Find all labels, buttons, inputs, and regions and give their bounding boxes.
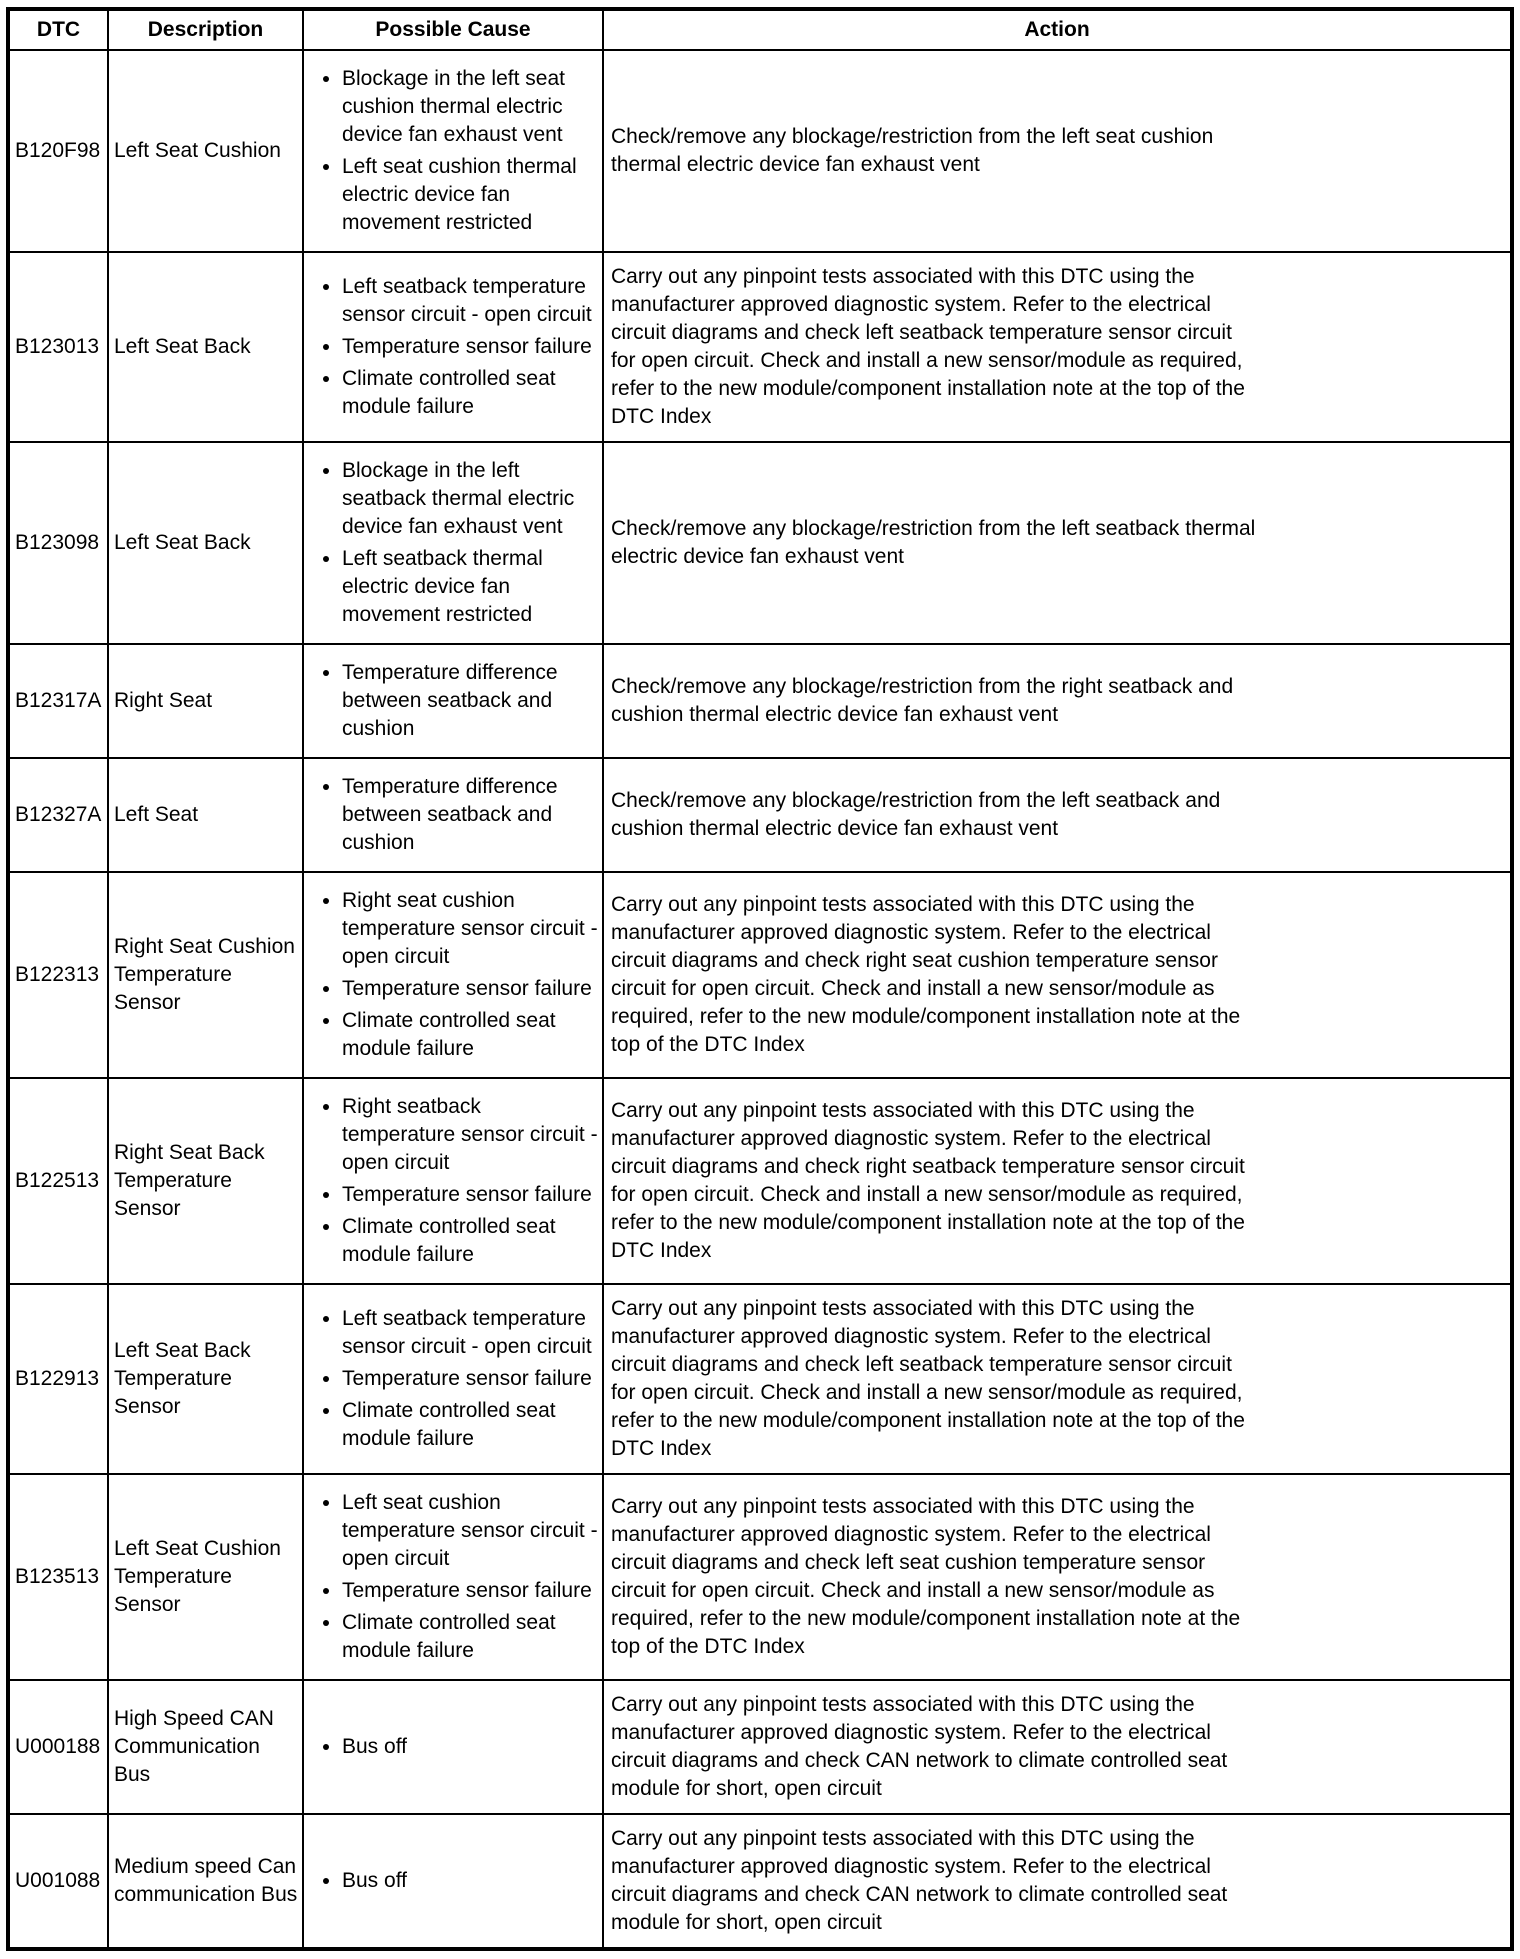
- possible-cause-item: • Bus off: [342, 1733, 599, 1761]
- possible-cause-cell: [303, 1078, 603, 1284]
- table-row: [8, 1284, 1512, 1474]
- possible-cause-item: • Temperature sensor failure: [342, 1577, 599, 1605]
- possible-cause-item: • Right seatback temperature sensor circuit - open circuit: [342, 1093, 599, 1177]
- possible-cause-item: • Temperature sensor failure: [342, 333, 599, 361]
- possible-cause-list: [312, 773, 599, 857]
- possible-cause-item: • Temperature sensor failure: [342, 1365, 599, 1393]
- description-cell: Right Seat Cushion Temperature Sensor: [108, 872, 303, 1078]
- action-cell: [603, 442, 1512, 644]
- dtc-code-cell: B12327A: [8, 758, 108, 872]
- possible-cause-cell: [303, 50, 603, 252]
- possible-cause-item: • Temperature sensor failure: [342, 1181, 599, 1209]
- table-row: [8, 1078, 1512, 1284]
- possible-cause-cell: [303, 252, 603, 442]
- description-cell: Left Seat Back: [108, 442, 303, 644]
- action-text: Check/remove any blockage/restriction from the left seat cushion thermal electric device fan exhaust vent: [611, 125, 1214, 176]
- dtc-code-cell: U000188: [8, 1680, 108, 1814]
- possible-cause-item: • Bus off: [342, 1867, 599, 1895]
- possible-cause-item: • Climate controlled seat module failure: [342, 1007, 599, 1063]
- action-cell: [603, 1078, 1512, 1284]
- table-row: [8, 644, 1512, 758]
- possible-cause-list: [312, 1733, 599, 1761]
- possible-cause-item: • Blockage in the left seat cushion thermal electric device fan exhaust vent: [342, 65, 599, 149]
- possible-cause-list: [312, 1867, 599, 1895]
- action-text: Carry out any pinpoint tests associated with this DTC using the manufacturer approved diagnostic system. Refer to the electrical circuit diagrams and check right seat cushion temperature sensor circuit for open circuit. Check and install a new sensor/module as required, refer to the new module/component installation note at the top of the DTC Index: [611, 893, 1241, 1056]
- possible-cause-item: • Temperature difference between seatback and cushion: [342, 773, 599, 857]
- dtc-code-cell: B120F98: [8, 50, 108, 252]
- table-row: [8, 872, 1512, 1078]
- possible-cause-item: • Left seat cushion temperature sensor circuit - open circuit: [342, 1489, 599, 1573]
- table-row: [8, 442, 1512, 644]
- action-text: Carry out any pinpoint tests associated with this DTC using the manufacturer approved diagnostic system. Refer to the electrical circuit diagrams and check CAN network to climate controlled seat module for short, open circuit: [611, 1693, 1228, 1800]
- action-text: Carry out any pinpoint tests associated with this DTC using the manufacturer approved diagnostic system. Refer to the electrical circuit diagrams and check CAN network to climate controlled seat module for short, open circuit: [611, 1827, 1228, 1934]
- possible-cause-list: [312, 65, 599, 237]
- possible-cause-item: • Temperature difference between seatback and cushion: [342, 659, 599, 743]
- description-cell: High Speed CAN Communication Bus: [108, 1680, 303, 1814]
- possible-cause-list: [312, 1305, 599, 1453]
- possible-cause-item: • Temperature sensor failure: [342, 975, 599, 1003]
- action-text: Carry out any pinpoint tests associated with this DTC using the manufacturer approved diagnostic system. Refer to the electrical circuit diagrams and check left seat cushion temperature sensor circuit for open circuit. Check and install a new sensor/module as required, refer to the new module/component installation note at the top of the DTC Index: [611, 1495, 1241, 1658]
- column-header-possible-cause: Possible Cause: [303, 9, 603, 50]
- possible-cause-list: [312, 457, 599, 629]
- description-cell: Left Seat Cushion Temperature Sensor: [108, 1474, 303, 1680]
- possible-cause-cell: [303, 442, 603, 644]
- possible-cause-item: • Climate controlled seat module failure: [342, 1609, 599, 1665]
- possible-cause-item: • Blockage in the left seatback thermal electric device fan exhaust vent: [342, 457, 599, 541]
- possible-cause-cell: [303, 1814, 603, 1949]
- possible-cause-item: • Left seatback temperature sensor circuit - open circuit: [342, 1305, 599, 1361]
- possible-cause-list: [312, 659, 599, 743]
- description-cell: Left Seat: [108, 758, 303, 872]
- table-row: [8, 1474, 1512, 1680]
- possible-cause-list: [312, 887, 599, 1063]
- action-text: Check/remove any blockage/restriction from the left seatback and cushion thermal electric device fan exhaust vent: [611, 789, 1221, 840]
- column-header-action: Action: [603, 9, 1512, 50]
- dtc-code-cell: B123098: [8, 442, 108, 644]
- description-cell: Left Seat Back: [108, 252, 303, 442]
- possible-cause-list: [312, 1489, 599, 1665]
- description-cell: Left Seat Back Temperature Sensor: [108, 1284, 303, 1474]
- action-text: Carry out any pinpoint tests associated with this DTC using the manufacturer approved diagnostic system. Refer to the electrical circuit diagrams and check left seatback temperature sensor circuit for open circuit. Check and install a new sensor/module as required, refer to the new module/component installation note at the top of the DTC Index: [611, 1297, 1245, 1460]
- action-text: Carry out any pinpoint tests associated with this DTC using the manufacturer approved diagnostic system. Refer to the electrical circuit diagrams and check left seatback temperature sensor circuit for open circuit. Check and install a new sensor/module as required, refer to the new module/component installation note at the top of the DTC Index: [611, 265, 1245, 428]
- action-cell: [603, 1474, 1512, 1680]
- description-cell: Medium speed Can communication Bus: [108, 1814, 303, 1949]
- possible-cause-cell: [303, 758, 603, 872]
- possible-cause-cell: [303, 872, 603, 1078]
- action-cell: [603, 758, 1512, 872]
- description-cell: Left Seat Cushion: [108, 50, 303, 252]
- dtc-code-cell: B122313: [8, 872, 108, 1078]
- dtc-code-cell: U001088: [8, 1814, 108, 1949]
- possible-cause-item: • Right seat cushion temperature sensor circuit - open circuit: [342, 887, 599, 971]
- action-text: Check/remove any blockage/restriction from the left seatback thermal electric device fan exhaust vent: [611, 517, 1256, 568]
- action-cell: [603, 1814, 1512, 1949]
- action-cell: [603, 1284, 1512, 1474]
- possible-cause-item: • Left seatback thermal electric device fan movement restricted: [342, 545, 599, 629]
- dtc-table: [6, 7, 1514, 1951]
- action-cell: [603, 252, 1512, 442]
- column-header-description: Description: [108, 9, 303, 50]
- possible-cause-list: [312, 1093, 599, 1269]
- description-cell: Right Seat Back Temperature Sensor: [108, 1078, 303, 1284]
- dtc-code-cell: B12317A: [8, 644, 108, 758]
- dtc-code-cell: B123013: [8, 252, 108, 442]
- action-text: Check/remove any blockage/restriction from the right seatback and cushion thermal electric device fan exhaust vent: [611, 675, 1234, 726]
- table-row: [8, 50, 1512, 252]
- possible-cause-list: [312, 273, 599, 421]
- table-row: [8, 1680, 1512, 1814]
- column-header-dtc: DTC: [8, 9, 108, 50]
- possible-cause-item: • Climate controlled seat module failure: [342, 1213, 599, 1269]
- possible-cause-item: • Climate controlled seat module failure: [342, 1397, 599, 1453]
- dtc-table-body: [8, 50, 1512, 1949]
- action-cell: [603, 1680, 1512, 1814]
- description-cell: Right Seat: [108, 644, 303, 758]
- action-text: Carry out any pinpoint tests associated with this DTC using the manufacturer approved diagnostic system. Refer to the electrical circuit diagrams and check right seatback temperature sensor circuit for open circuit. Check and install a new sensor/module as required, refer to the new module/component installation note at the top of the DTC Index: [611, 1099, 1245, 1262]
- action-cell: [603, 644, 1512, 758]
- dtc-code-cell: B123513: [8, 1474, 108, 1680]
- table-row: [8, 1814, 1512, 1949]
- action-cell: [603, 872, 1512, 1078]
- action-cell: [603, 50, 1512, 252]
- possible-cause-cell: [303, 1474, 603, 1680]
- table-row: [8, 252, 1512, 442]
- header-row: [8, 9, 1512, 50]
- possible-cause-item: • Left seat cushion thermal electric device fan movement restricted: [342, 153, 599, 237]
- possible-cause-cell: [303, 644, 603, 758]
- possible-cause-cell: [303, 1680, 603, 1814]
- possible-cause-item: • Left seatback temperature sensor circuit - open circuit: [342, 273, 599, 329]
- possible-cause-cell: [303, 1284, 603, 1474]
- possible-cause-item: • Climate controlled seat module failure: [342, 365, 599, 421]
- dtc-code-cell: B122513: [8, 1078, 108, 1284]
- table-row: [8, 758, 1512, 872]
- dtc-code-cell: B122913: [8, 1284, 108, 1474]
